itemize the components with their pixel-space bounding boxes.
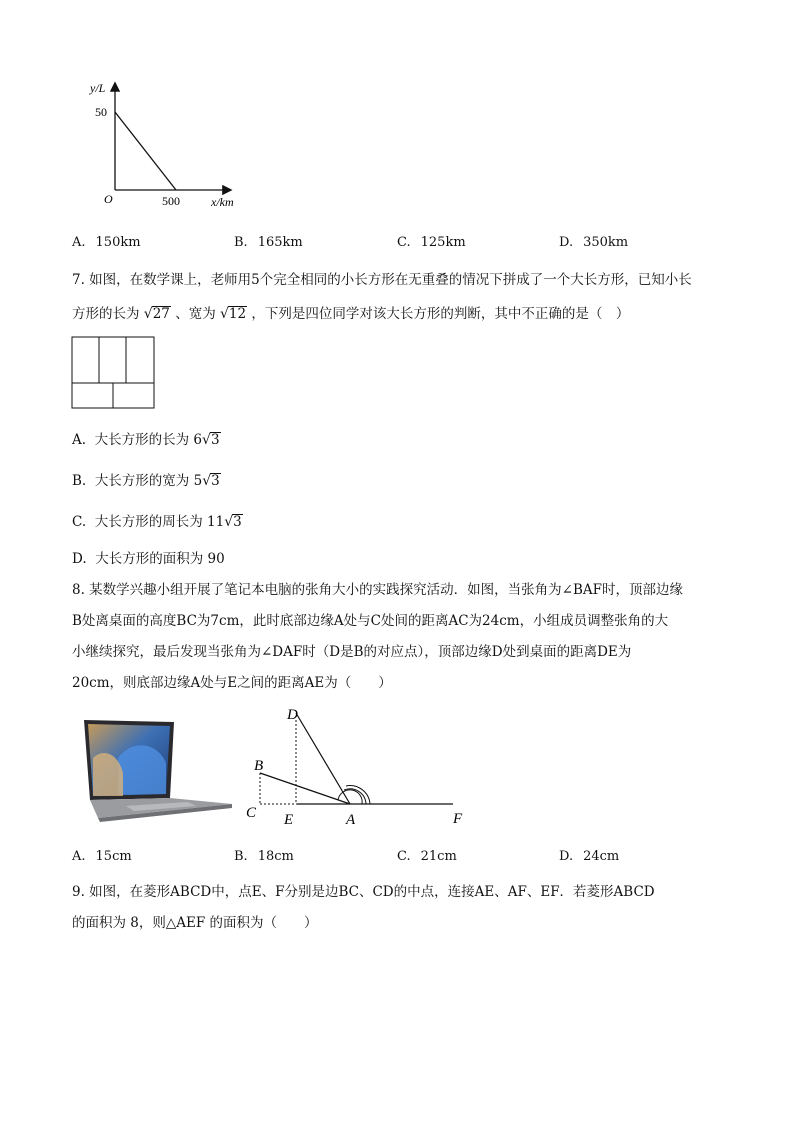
point-f-label: F [453, 811, 463, 827]
point-d-label: D [287, 707, 298, 723]
point-a-label: A [346, 812, 356, 828]
rectangles-figure [71, 336, 157, 410]
x-tick-label: 500 [162, 194, 180, 208]
point-e-label: E [284, 812, 294, 828]
sqrt-icon: √ [202, 432, 211, 448]
q8-option-c[interactable]: C. 21cm [397, 849, 457, 864]
q6-option-c[interactable]: C. 125km [397, 235, 466, 250]
y-axis-label: y/L [90, 81, 106, 95]
q7-option-c[interactable]: C. 大长方形的周长为 11√3 [72, 514, 242, 530]
q9-stem-line1: 9. 如图，在菱形ABCD中，点E、F分别是边BC、CD的中点，连接AE、AF、EF．若菱形ABCD [72, 884, 655, 900]
laptop-image [78, 718, 238, 822]
q7-option-a[interactable]: A. 大长方形的长为 6√3 [72, 432, 220, 448]
y-tick-label: 50 [95, 105, 107, 119]
q7-option-d[interactable]: D. 大长方形的面积为 90 [72, 551, 225, 567]
q8-option-b[interactable]: B. 18cm [234, 849, 294, 864]
q7-stem-line1: 7. 如图，在数学课上，老师用5个完全相同的小长方形在无重叠的情况下拼成了一个大长方形，已知小长 [72, 272, 692, 288]
x-axis-label: x/km [211, 195, 234, 209]
q8-option-a[interactable]: A. 15cm [72, 849, 132, 864]
q8-stem-line1: 8. 某数学兴趣小组开展了笔记本电脑的张角大小的实践探究活动．如图，当张角为∠BAF时，顶部边缘 [72, 582, 684, 598]
q6-option-a[interactable]: A. 150km [72, 235, 141, 250]
fuel-distance-graph [80, 78, 260, 213]
sqrt-icon: √ [143, 306, 153, 322]
q9-stem-line2: 的面积为 8，则△AEF 的面积为（ ） [72, 915, 318, 931]
q6-option-b[interactable]: B. 165km [234, 235, 303, 250]
q8-stem-line4: 20cm，则底部边缘A处与E之间的距离AE为（ ） [72, 675, 392, 691]
q7-stem-line2: 方形的长为 √27 、宽为 √12 ，下列是四位同学对该大长方形的判断，其中不正确的是（ ） [72, 306, 630, 322]
q7-option-b[interactable]: B. 大长方形的宽为 5√3 [72, 473, 220, 489]
angle-geometry-figure [240, 700, 475, 830]
q6-option-d[interactable]: D. 350km [559, 235, 629, 250]
fuel-line [115, 112, 176, 190]
sqrt-icon: √ [224, 514, 234, 530]
origin-label: O [104, 192, 113, 206]
q8-stem-line2: B处离桌面的高度BC为7cm，此时底部边缘A处与C处间的距离AC为24cm，小组成员调整张角的大 [72, 613, 669, 629]
q8-stem-line3: 小继续探究，最后发现当张角为∠DAF时（D是B的对应点），顶部边缘D处到桌面的距离DE为 [72, 644, 632, 660]
point-c-label: C [246, 805, 257, 821]
point-b-label: B [254, 758, 264, 774]
sqrt-icon: √ [202, 473, 212, 489]
sqrt-icon: √ [220, 306, 229, 322]
q8-option-d[interactable]: D. 24cm [559, 849, 620, 864]
